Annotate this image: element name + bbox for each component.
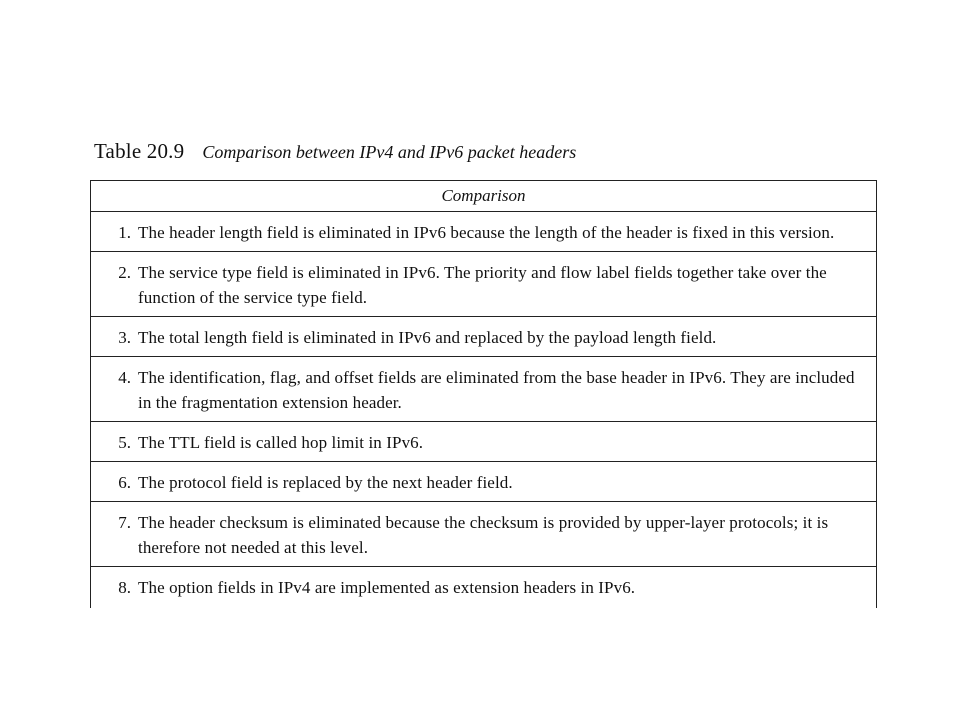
row-text: The protocol field is replaced by the next header field. xyxy=(138,473,513,492)
row-text: The header checksum is eliminated because the checksum is provided by upper-layer protocols; it is therefore not needed at this level. xyxy=(138,513,829,557)
row-text: The service type field is eliminated in IPv6. The priority and flow label fields together take over the function of the service type field. xyxy=(138,263,827,307)
comparison-table xyxy=(90,180,877,608)
row-number: 1. xyxy=(118,223,131,242)
table-row xyxy=(91,252,876,317)
row-number: 6. xyxy=(118,473,131,492)
row-text: The total length field is eliminated in IPv6 and replaced by the payload length field. xyxy=(138,328,717,347)
table-title: Comparison between IPv4 and IPv6 packet headers xyxy=(202,142,577,162)
table-number: Table 20.9 xyxy=(94,139,185,163)
row-text: The header length field is eliminated in IPv6 because the length of the header is fixed in this version. xyxy=(138,223,835,242)
table-row xyxy=(91,422,876,462)
table-row xyxy=(91,212,876,252)
table-row xyxy=(91,502,876,567)
table-row xyxy=(91,567,876,608)
row-text: The identification, flag, and offset fields are eliminated from the base header in IPv6. They are included in the fragmentation extension header. xyxy=(138,368,855,412)
row-number: 2. xyxy=(118,263,131,282)
row-number: 5. xyxy=(118,433,131,452)
row-number: 8. xyxy=(118,578,131,597)
table-header: Comparison xyxy=(91,181,876,212)
table-caption xyxy=(94,139,576,164)
table-row xyxy=(91,317,876,357)
table-row xyxy=(91,357,876,422)
row-number: 7. xyxy=(118,513,131,532)
row-text: The option fields in IPv4 are implemented as extension headers in IPv6. xyxy=(138,578,636,597)
row-number: 4. xyxy=(118,368,131,387)
row-text: The TTL field is called hop limit in IPv6. xyxy=(138,433,424,452)
row-number: 3. xyxy=(118,328,131,347)
table-row xyxy=(91,462,876,502)
